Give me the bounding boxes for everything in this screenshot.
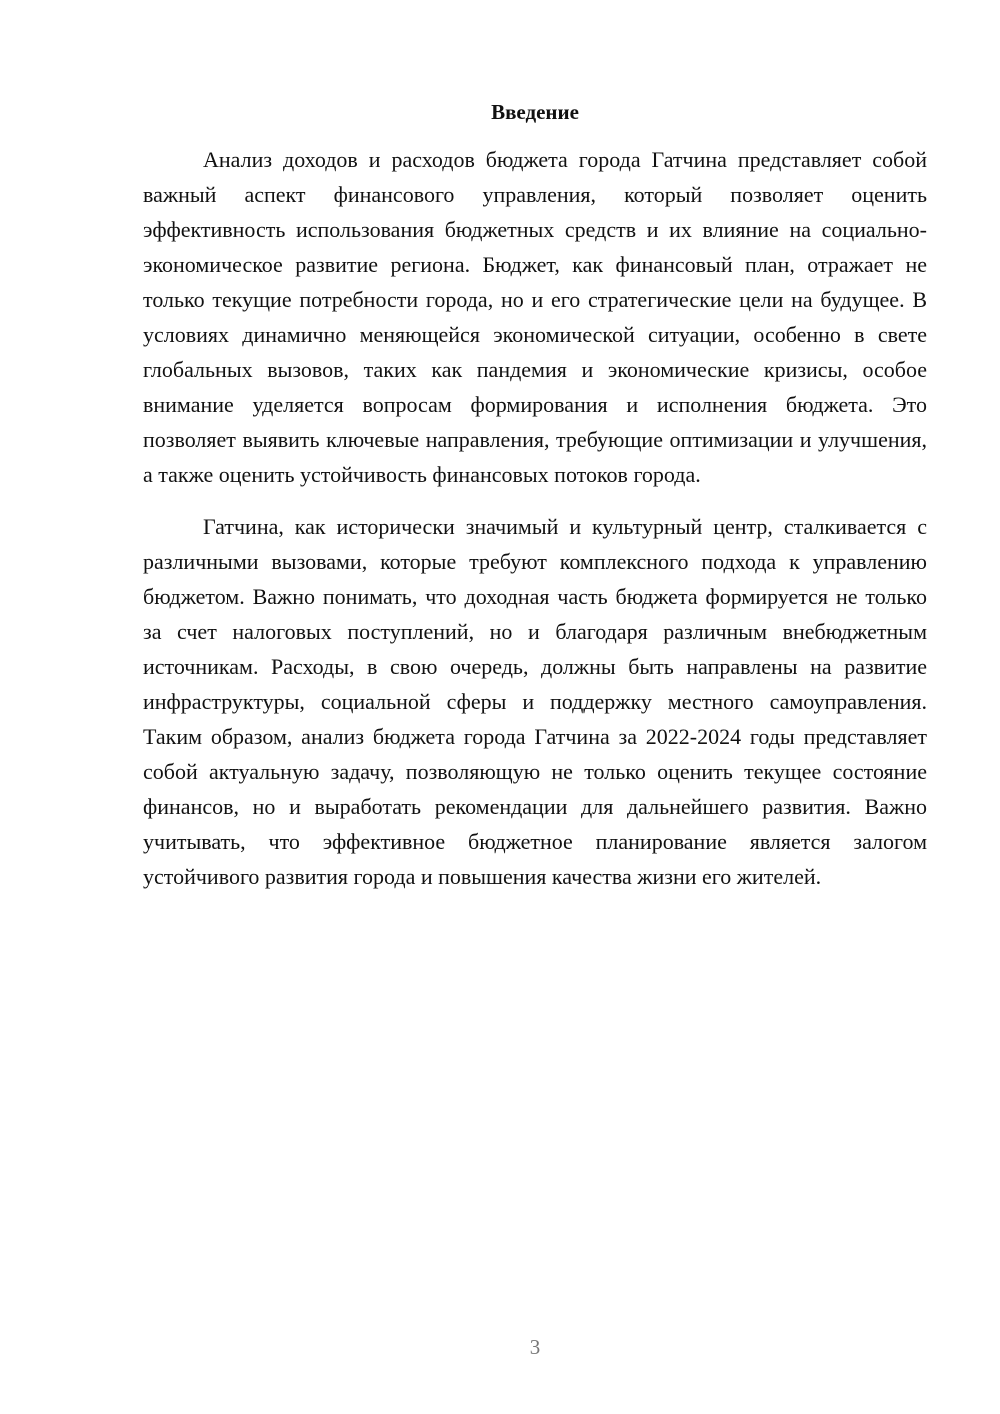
paragraph-1: Анализ доходов и расходов бюджета города Гатчина представляет собой важный аспект финансового управления, который позволяет оценить эффективность использования бюджетных средств и их влияние на социально-экономическое развитие региона. Бюджет, как финансовый план, отражает не только текущие потребности города, но и его стратегические цели на будущее. В условиях динамично меняющейся экономической ситуации, особенно в свете глобальных вызовов, таких как пандемия и экономические кризисы, особое внимание уделяется вопросам формирования и исполнения бюджета. Это позволяет выявить ключевые направления, требующие оптимизации и улучшения, а также оценить устойчивость финансовых потоков города. (143, 147, 927, 487)
body-text (143, 142, 927, 894)
paragraph-2: Гатчина, как исторически значимый и культурный центр, сталкивается с различными вызовами, которые требуют комплексного подхода к управлению бюджетом. Важно понимать, что доходная часть бюджета формируется не только за счет налоговых поступлений, но и благодаря различным внебюджетным источникам. Расходы, в свою очередь, должны быть направлены на развитие инфраструктуры, социальной сферы и поддержку местного самоуправления. Таким образом, анализ бюджета города Гатчина за 2022-2024 годы представляет собой актуальную задачу, позволяющую не только оценить текущее состояние финансов, но и выработать рекомендации для дальнейшего развития. Важно учитывать, что эффективное бюджетное планирование является залогом устойчивого развития города и повышения качества жизни его жителей. (143, 514, 927, 889)
page-number: 3 (529, 1335, 541, 1359)
section-title: Введение (491, 100, 579, 124)
